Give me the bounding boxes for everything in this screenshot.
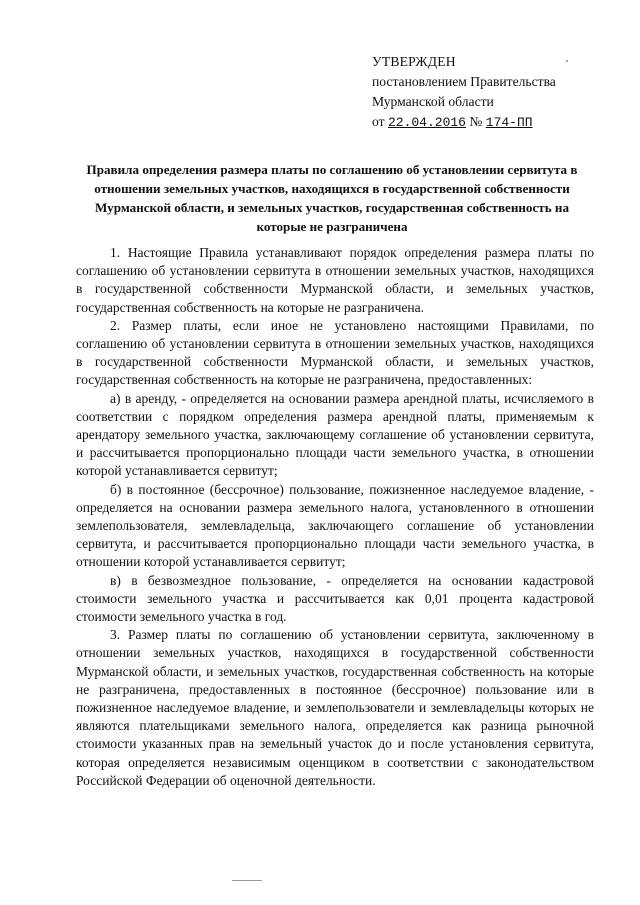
- document-title: Правила определения размера платы по соглашению об установлении сервитута в отношении земельных участков, находящихся в государственной собственности Мурманской области, и земельных участков, государственная собственность на которые не разграничена: [86, 162, 578, 234]
- page-end-mark: [232, 880, 262, 881]
- approval-line-2: Мурманской области: [372, 94, 494, 109]
- number-prefix: №: [469, 114, 483, 129]
- approval-line-1: постановлением Правительства: [372, 74, 556, 89]
- approval-heading: УТВЕРЖДЕН: [372, 54, 456, 69]
- paragraph-2b: б) в постоянное (бессрочное) пользование, пожизненное наследуемое владение, - определяется на основании размера земельного налога, установленного в отношении землепользователя, землевладельца, заключающего соглашение об установлении сервитута, и рассчитывается пропорционально площади части земельного участка, в отношении которой устанавливается сервитут;: [76, 481, 594, 570]
- approval-date: 22.04.2016: [387, 115, 466, 130]
- document-body: [76, 244, 594, 790]
- scan-speck: [566, 60, 568, 62]
- approval-number: 174-ПП: [485, 115, 533, 130]
- paragraph-2: 2. Размер платы, если иное не установлено настоящими Правилами, по соглашению об установлении сервитута в отношении земельных участков, находящихся в государственной собственности Мурманской области, и земельных участков, государственная собственность на которые не разграничена, предоставленных:: [76, 317, 594, 388]
- paragraph-2a: а) в аренду, - определяется на основании размера арендной платы, исчисляемого в соответствии с порядком определения размера арендной платы, применяемым к арендатору земельного участка, заключающему соглашение об установлении сервитута, и рассчитывается пропорционально площади части земельного участка, в отношении которой устанавливается сервитут;: [76, 390, 594, 479]
- paragraph-3: 3. Размер платы по соглашению об установлении сервитута, заключенному в отношении земельных участков, находящихся в государственной собственности Мурманской области, и земельных участков, государственная собственность на которые не разграничена, предоставленных в постоянное (бессрочное) пользование или в пожизненное наследуемое владение, и землепользователи и землевладельцы которых не являются плательщиками земельного налога, определяется как разница рыночной стоимости указанных прав на земельный участок до и после установления сервитута, которая определяется независимым оценщиком в соответствии с законодательством Российской Федерации об оценочной деятельности.: [76, 627, 594, 788]
- paragraph-2c: в) в безвозмездное пользование, - определяется на основании кадастровой стоимости земельного участка и рассчитывается как 0,01 процента кадастровой стоимости земельного участка в год.: [76, 572, 594, 625]
- approval-stamp: [372, 52, 556, 133]
- approval-date-line: [372, 112, 556, 133]
- date-prefix: от: [372, 114, 385, 129]
- paragraph-1: 1. Настоящие Правила устанавливают порядок определения размера платы по соглашению об установлении сервитута в отношении земельных участков, находящихся в государственной собственности Мурманской области, и земельных участков, государственная собственность на которые не разграничена.: [76, 245, 594, 315]
